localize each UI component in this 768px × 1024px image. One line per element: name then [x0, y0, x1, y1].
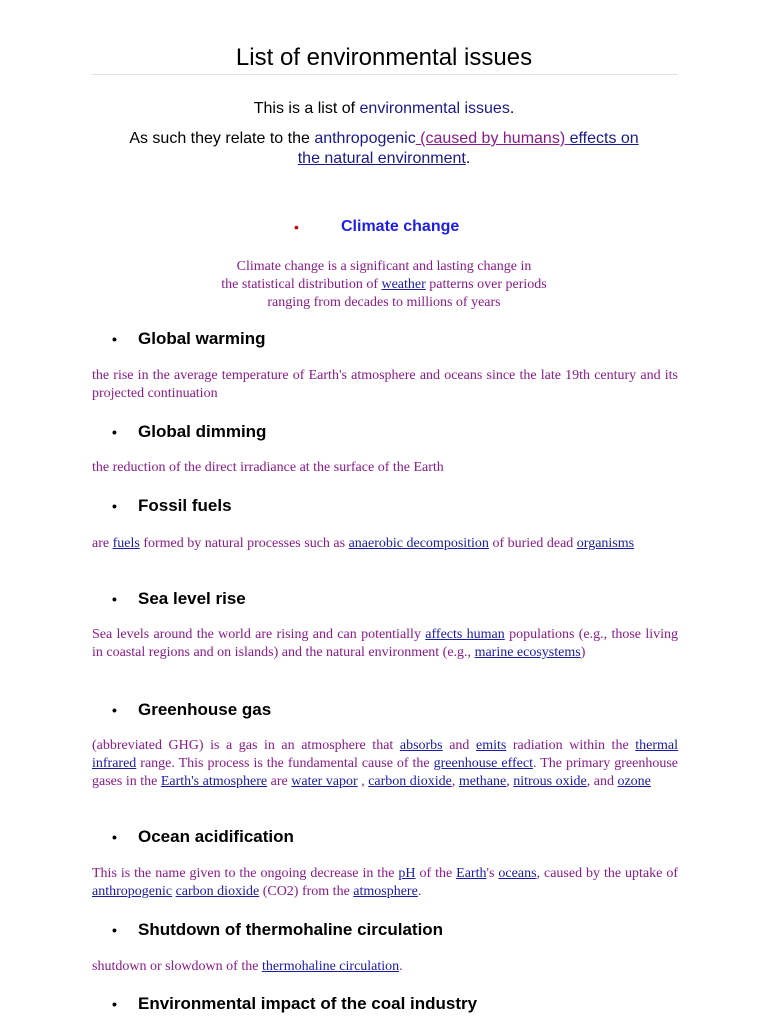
ocean-acidification-desc [92, 865, 678, 901]
emits-link[interactable]: emits [475, 738, 507, 753]
bullet-icon: • [112, 498, 117, 514]
methane-link[interactable]: methane [458, 774, 507, 789]
desc-text: radiation within the [506, 738, 636, 753]
natural-environment-link[interactable]: the natural environment [297, 150, 466, 167]
bullet-icon: • [112, 829, 117, 845]
bullet-icon: • [112, 591, 117, 607]
intro-text: As such they relate to the [129, 130, 315, 147]
desc-text: Sea levels around the world are rising and can potentially [92, 627, 426, 642]
coal-industry-heading [112, 994, 477, 1014]
desc-text: shutdown or slowdown of the [92, 959, 262, 974]
climate-change-desc [0, 258, 768, 312]
intro-text: This is a list of [253, 100, 360, 117]
thermohaline-heading [112, 920, 443, 940]
fuels-link[interactable]: fuels [112, 536, 140, 551]
organisms-link[interactable]: organisms [576, 536, 635, 551]
climate-change-title: Climate change [341, 218, 460, 235]
anaerobic-decomposition-link[interactable]: anaerobic decomposition [348, 536, 489, 551]
greenhouse-effect-link[interactable]: greenhouse effect [433, 756, 533, 771]
global-dimming-heading [112, 422, 266, 442]
title-divider [92, 74, 678, 75]
bullet-icon: • [112, 996, 117, 1012]
desc-text: are [267, 774, 292, 789]
bullet-icon: • [294, 219, 299, 235]
ozone-link[interactable]: ozone [617, 774, 651, 789]
earths-atmosphere-link[interactable]: Earth's atmosphere [160, 774, 268, 789]
desc-text: and [442, 738, 476, 753]
section-title: Environmental impact of the coal industry [138, 994, 478, 1013]
section-title: Global dimming [138, 422, 267, 441]
intro-period: . [465, 150, 471, 167]
section-title: Fossil fuels [138, 496, 232, 515]
desc-text: of the [415, 866, 457, 881]
desc-text: of buried dead [488, 536, 577, 551]
desc-text: . [399, 959, 403, 974]
desc-text: range. This process is the fundamental cause of the [136, 756, 434, 771]
global-warming-desc: the rise in the average temperature of Earth's atmosphere and oceans since the late 19th century and its projected continuation [92, 368, 678, 401]
anthropogenic-link[interactable]: anthropogenic [314, 130, 416, 147]
marine-ecosystems-link[interactable]: marine ecosystems [474, 645, 581, 660]
nitrous-oxide-link[interactable]: nitrous oxide [513, 774, 587, 789]
absorbs-link[interactable]: absorbs [399, 738, 443, 753]
effects-on-link[interactable]: effects on [569, 130, 639, 147]
bullet-icon: • [112, 331, 117, 347]
section-title: Greenhouse gas [138, 700, 272, 719]
climate-desc-line [0, 276, 768, 294]
sea-level-rise-heading [112, 589, 246, 609]
thermal-infrared-link[interactable]: thermal infrared [92, 738, 678, 771]
earth-link[interactable]: Earth [456, 866, 487, 881]
bullet-icon: • [112, 424, 117, 440]
intro-line-1 [0, 100, 768, 118]
climate-desc-line: ranging from decades to millions of years [267, 295, 501, 310]
thermohaline-desc [92, 958, 678, 976]
fossil-fuels-heading [112, 496, 232, 516]
carbon-dioxide-link[interactable]: carbon dioxide [368, 774, 452, 789]
desc-text: 's [486, 866, 499, 881]
global-warming-heading [112, 329, 266, 349]
desc-text: . [417, 884, 422, 899]
sea-level-rise-desc [92, 626, 678, 662]
section-title: Global warming [138, 329, 266, 348]
page-title: List of environmental issues [235, 44, 533, 71]
bullet-icon: • [112, 922, 117, 938]
ph-link[interactable]: pH [398, 866, 416, 881]
intro-line-3 [0, 150, 768, 168]
desc-text: are [92, 536, 113, 551]
greenhouse-gas-heading [112, 700, 271, 720]
thermohaline-circulation-link[interactable]: thermohaline circulation [261, 959, 400, 974]
water-vapor-link[interactable]: water vapor [291, 774, 358, 789]
atmosphere-link[interactable]: atmosphere [353, 884, 418, 899]
affects-human-link[interactable]: affects human [425, 627, 505, 642]
desc-text: formed by natural processes such as [139, 536, 349, 551]
desc-text: , and [586, 774, 618, 789]
desc-text: , [357, 774, 369, 789]
section-title: Ocean acidification [138, 827, 294, 846]
desc-text: , [506, 774, 514, 789]
section-title: Sea level rise [138, 589, 246, 608]
environmental-issues-link[interactable]: environmental issues [359, 100, 510, 117]
desc-text: populations (e.g., those living in coastal regions and on islands) and the natural environment (e.g., [92, 627, 678, 660]
greenhouse-gas-desc [92, 737, 678, 791]
carbon-dioxide-link[interactable]: carbon dioxide [175, 884, 260, 899]
caused-by-humans-text[interactable]: (caused by humans) [415, 130, 570, 147]
desc-text: (CO2) from the [259, 884, 354, 899]
section-title: Shutdown of thermohaline circulation [138, 920, 444, 939]
ocean-acidification-heading [112, 827, 294, 847]
desc-text: , caused by the uptake of [536, 866, 678, 881]
bullet-icon: • [112, 702, 117, 718]
weather-link[interactable]: weather [381, 277, 426, 292]
climate-bullet [294, 219, 299, 237]
fossil-fuels-desc [92, 535, 678, 553]
climate-desc-text: patterns over periods [425, 277, 547, 292]
desc-text: (abbreviated GHG) is a gas in an atmosphere that [92, 738, 400, 753]
intro-period: . [509, 100, 515, 117]
desc-text: This is the name given to the ongoing decrease in the [92, 866, 399, 881]
global-dimming-desc: the reduction of the direct irradiance at the surface of the Earth [92, 460, 444, 475]
anthropogenic-link[interactable]: anthropogenic [92, 884, 173, 899]
climate-desc-text: the statistical distribution of [221, 277, 382, 292]
desc-text: ) [580, 645, 586, 660]
oceans-link[interactable]: oceans [498, 866, 537, 881]
climate-desc-line: Climate change is a significant and lasting change in [236, 259, 532, 274]
climate-change-heading [341, 218, 459, 236]
intro-line-2 [0, 130, 768, 148]
desc-text: , [451, 774, 459, 789]
desc-text: . The primary greenhouse gases in the [92, 756, 678, 789]
